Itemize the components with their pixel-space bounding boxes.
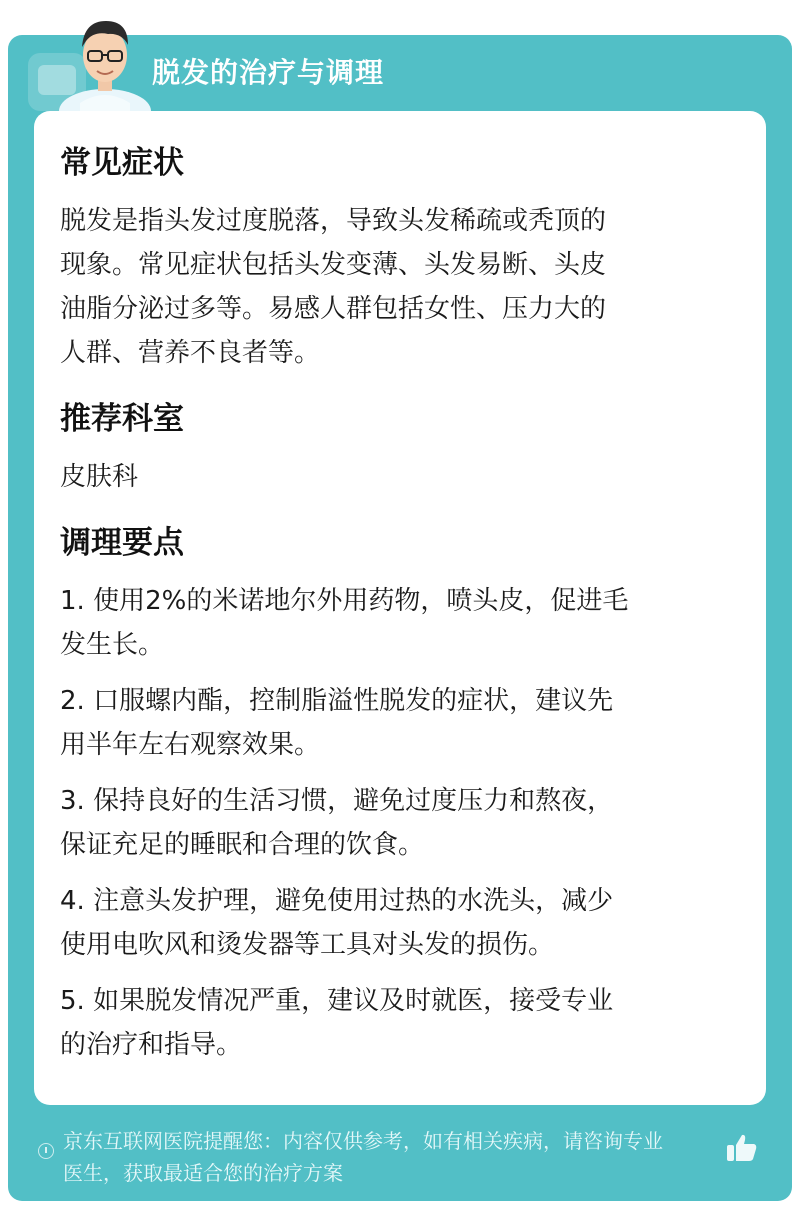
symptoms-line-2: 现象。常见症状包括头发变薄、头发易断、头皮	[60, 250, 607, 280]
care-item-5-line-1: 5. 如果脱发情况严重，建议及时就医，接受专业	[60, 986, 614, 1016]
care-item-1-line-1: 1. 使用2%的米诺地尔外用药物，喷头皮，促进毛	[60, 586, 629, 616]
disclaimer	[8, 1115, 792, 1195]
care-item-3-line-1: 3. 保持良好的生活习惯，避免过度压力和熬夜，	[60, 786, 614, 816]
content-frame	[8, 35, 792, 1201]
care-item-1-line-2: 发生长。	[60, 630, 165, 660]
care-item-2-line-2: 用半年左右观察效果。	[60, 730, 321, 760]
care-item-2-line-1: 2. 口服螺内酯，控制脂溢性脱发的症状，建议先	[60, 686, 614, 716]
symptoms-line-4: 人群、营养不良者等。	[60, 338, 321, 368]
care-item-5-line-2: 的治疗和指导。	[60, 1030, 243, 1060]
disclaimer-text	[63, 1125, 723, 1189]
symptoms-line-1: 脱发是指头发过度脱落，导致头发稀疏或秃顶的	[60, 206, 607, 236]
disclaimer-line-1: 京东互联网医院提醒您：内容仅供参考，如有相关疾病，请咨询专业	[63, 1129, 663, 1153]
page-title: 脱发的治疗与调理	[152, 56, 385, 89]
content-card	[34, 111, 766, 1105]
doctor-avatar-icon	[50, 7, 160, 115]
symptoms-line-3: 油脂分泌过多等。易感人群包括女性、压力大的	[60, 294, 607, 324]
department-value: 皮肤科	[60, 462, 139, 492]
disclaimer-line-2: 医生，获取最适合您的治疗方案	[63, 1161, 343, 1185]
header	[8, 35, 792, 115]
section-heading-symptoms: 常见症状	[60, 145, 184, 181]
care-item-4-line-1: 4. 注意头发护理，避免使用过热的水洗头，减少	[60, 886, 614, 916]
care-item-3-line-2: 保证充足的睡眠和合理的饮食。	[60, 830, 425, 860]
section-heading-department: 推荐科室	[60, 401, 184, 437]
thumbs-up-icon[interactable]	[725, 1131, 759, 1165]
info-icon	[38, 1143, 54, 1159]
care-item-4-line-2: 使用电吹风和烫发器等工具对头发的损伤。	[60, 930, 555, 960]
section-heading-care-points: 调理要点	[60, 525, 184, 561]
